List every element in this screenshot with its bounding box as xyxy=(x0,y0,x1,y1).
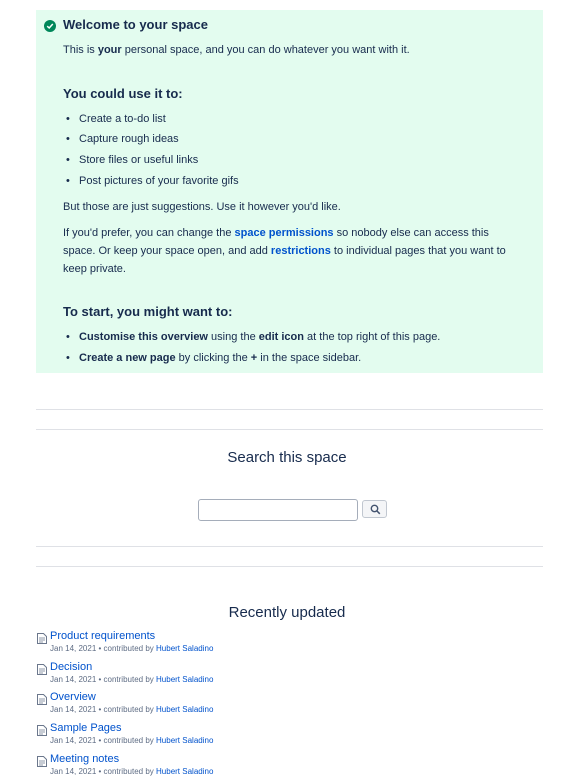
search-section-title: Search this space xyxy=(227,449,347,466)
list-item: • Store files or useful links xyxy=(79,154,198,166)
recently-updated-title: Recently updated xyxy=(228,604,346,621)
list-item xyxy=(36,691,336,721)
page-icon xyxy=(37,694,47,705)
welcome-title: Welcome to your space xyxy=(63,17,208,32)
check-circle-icon xyxy=(44,20,56,32)
item-meta: Jan 14, 2021 • contributed by Hubert Saladino xyxy=(50,644,214,653)
divider xyxy=(36,546,543,547)
page-link[interactable]: Decision xyxy=(50,661,93,673)
search-button[interactable] xyxy=(362,500,387,518)
author-link[interactable]: Hubert Saladino xyxy=(156,644,214,653)
author-link[interactable]: Hubert Saladino xyxy=(156,675,214,684)
list-item: • Post pictures of your favorite gifs xyxy=(79,175,239,187)
item-meta: Jan 14, 2021 • contributed by Hubert Saladino xyxy=(50,767,214,776)
permissions-line-2: space. Or keep your space open, and add restrictions to individual pages that you want to xyxy=(63,245,506,257)
divider xyxy=(36,566,543,567)
page-link[interactable]: Meeting notes xyxy=(50,753,120,765)
list-item xyxy=(36,630,336,660)
start-item-2: • Create a new page by clicking the + in the space sidebar. xyxy=(79,352,361,364)
space-permissions-link[interactable]: space permissions xyxy=(234,227,334,239)
search-input[interactable] xyxy=(198,499,358,521)
item-meta: Jan 14, 2021 • contributed by Hubert Saladino xyxy=(50,705,214,714)
page-icon xyxy=(37,756,47,767)
page-link[interactable]: Sample Pages xyxy=(50,722,122,734)
page-link[interactable]: Product requirements xyxy=(50,630,156,642)
list-item: • Create a to-do list xyxy=(79,113,166,125)
permissions-line-3: keep private. xyxy=(63,263,126,275)
list-item xyxy=(36,661,336,691)
list-item xyxy=(36,722,336,752)
start-heading: To start, you might want to: xyxy=(63,304,233,319)
permissions-line-1: If you'd prefer, you can change the space permissions so nobody else can access this xyxy=(63,227,489,239)
uses-heading: You could use it to: xyxy=(63,86,183,101)
intro-text: This is your personal space, and you can do whatever you want with it. xyxy=(63,44,410,56)
page-icon xyxy=(37,664,47,675)
suggestions-text: But those are just suggestions. Use it however you'd like. xyxy=(63,201,341,213)
list-item: • Capture rough ideas xyxy=(79,133,179,145)
author-link[interactable]: Hubert Saladino xyxy=(156,736,214,745)
author-link[interactable]: Hubert Saladino xyxy=(156,767,214,776)
page-icon xyxy=(37,725,47,736)
item-meta: Jan 14, 2021 • contributed by Hubert Saladino xyxy=(50,675,214,684)
page-icon xyxy=(37,633,47,644)
restrictions-link[interactable]: restrictions xyxy=(270,245,331,257)
welcome-panel xyxy=(36,10,543,373)
divider xyxy=(36,429,543,430)
list-item xyxy=(36,753,336,783)
divider xyxy=(36,409,543,410)
page-link[interactable]: Overview xyxy=(50,691,96,703)
start-item-1: • Customise this overview using the edit icon at the top right of this page. xyxy=(79,331,440,343)
author-link[interactable]: Hubert Saladino xyxy=(156,705,214,714)
item-meta: Jan 14, 2021 • contributed by Hubert Saladino xyxy=(50,736,214,745)
